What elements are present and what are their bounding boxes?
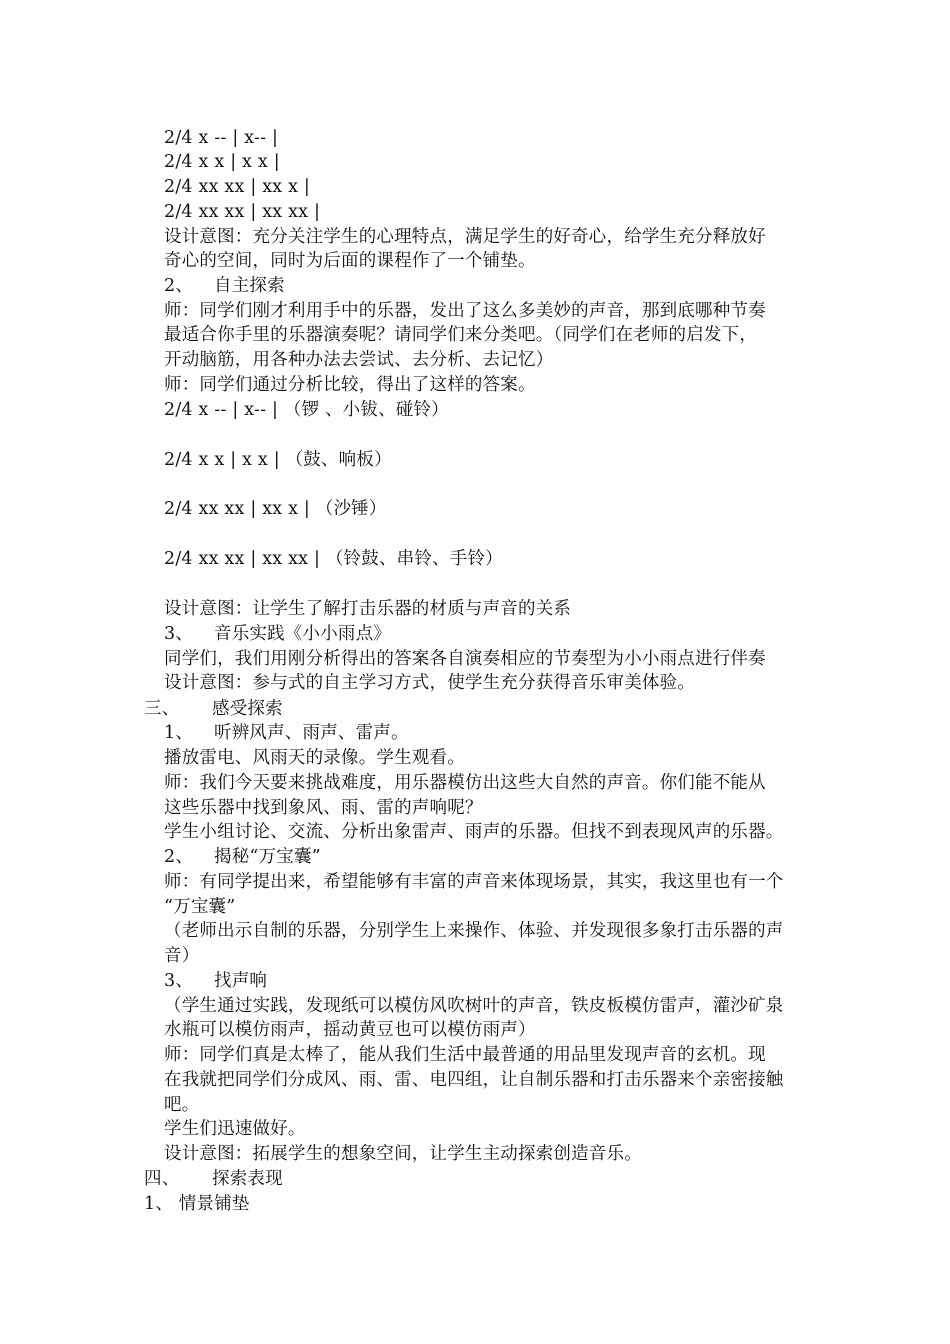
text-line: 同学们，我们用刚分析得出的答案各自演奏相应的节奏型为小小雨点进行伴奏 (164, 649, 766, 669)
text-line: 设计意图：让学生了解打击乐器的材质与声音的关系 (164, 599, 572, 619)
section-number: 2、 (164, 276, 194, 296)
text-line: 师：同学们刚才利用手中的乐器，发出了这么多美妙的声音，那到底哪种节奏 (164, 301, 766, 321)
section-heading (164, 622, 391, 646)
section-heading (164, 845, 321, 869)
text-line: （老师出示自制的乐器，分别学生上来操作、体验、并发现很多象打击乐器的声 (164, 921, 784, 941)
chapter-title: 感受探索 (212, 699, 283, 719)
text-line: 播放雷电、风雨天的录像。学生观看。 (164, 748, 465, 768)
section-number: 2、 (164, 847, 194, 867)
rhythm-line-2: 2/4 x x | x x | (164, 152, 280, 172)
text-line: 开动脑筋，用各种办法去尝试、去分析、去记忆） (164, 350, 554, 370)
section-number: 3、 (164, 971, 194, 991)
text-line: 设计意图：参与式的自主学习方式，使学生充分获得音乐审美体验。 (164, 673, 695, 693)
text-line: （学生通过实践，发现纸可以模仿风吹树叶的声音，铁皮板模仿雷声，灌沙矿泉 (164, 996, 784, 1016)
section-title: 找声响 (214, 971, 268, 991)
rhythm-answer-3: 2/4 xx xx | xx x | （沙锤） (164, 499, 387, 519)
text-line: 奇心的空间，同时为后面的课程作了一个铺垫。 (164, 251, 536, 271)
chapter-number: 三、 (144, 699, 180, 719)
text-line: 音） (164, 946, 200, 966)
section-number: 3、 (164, 624, 194, 644)
chapter-heading (144, 697, 283, 721)
subsection-heading: 1、 情景铺垫 (144, 1194, 250, 1214)
chapter-number: 四、 (144, 1169, 180, 1189)
text-line: 师：我们今天要来挑战难度，用乐器模仿出这些大自然的声音。你们能不能从 (164, 773, 766, 793)
section-heading (164, 274, 285, 298)
text-line: 设计意图：充分关注学生的心理特点，满足学生的好奇心，给学生充分释放好 (164, 227, 766, 247)
section-number: 1、 (164, 723, 194, 743)
section-title: 揭秘“万宝囊” (214, 847, 321, 867)
rhythm-answer-2: 2/4 x x | x x | （鼓、响板） (164, 450, 392, 470)
section-title: 听辨风声、雨声、雷声。 (214, 723, 409, 743)
text-line: 师：同学们通过分析比较，得出了这样的答案。 (164, 375, 536, 395)
text-line: 这些乐器中找到象风、雨、雷的声响呢？ (164, 798, 483, 818)
rhythm-line-3: 2/4 xx xx | xx x | (164, 177, 311, 197)
text-line: 吧。 (164, 1095, 200, 1115)
section-title: 音乐实践《小小雨点》 (214, 624, 391, 644)
rhythm-answer-1: 2/4 x -- | x-- | （锣 、小钹、碰铃） (164, 400, 449, 420)
rhythm-line-1: 2/4 x -- | x-- | (164, 128, 279, 148)
text-line: 师：有同学提出来，希望能够有丰富的声音来体现场景，其实，我这里也有一个 (164, 872, 784, 892)
text-line: 设计意图：拓展学生的想象空间，让学生主动探索创造音乐。 (164, 1144, 642, 1164)
text-line: 学生小组讨论、交流、分析出象雷声、雨声的乐器。但找不到表现风声的乐器。 (164, 822, 784, 842)
chapter-title: 探索表现 (212, 1169, 283, 1189)
text-line: 在我就把同学们分成风、雨、雷、电四组，让自制乐器和打击乐器来个亲密接触 (164, 1070, 784, 1090)
text-line: “万宝囊” (164, 897, 236, 917)
rhythm-line-4: 2/4 xx xx | xx xx | (164, 202, 321, 222)
chapter-heading (144, 1167, 283, 1191)
text-line: 水瓶可以模仿雨声，摇动黄豆也可以模仿雨声） (164, 1020, 536, 1040)
section-title: 自主探索 (214, 276, 285, 296)
text-line: 学生们迅速做好。 (164, 1119, 306, 1139)
text-line: 最适合你手里的乐器演奏呢？请同学们来分类吧。（同学们在老师的启发下， (164, 325, 758, 345)
section-heading (164, 969, 267, 993)
section-heading (164, 721, 409, 745)
text-line: 师：同学们真是太棒了，能从我们生活中最普通的用品里发现声音的玄机。现 (164, 1045, 766, 1065)
rhythm-answer-4: 2/4 xx xx | xx xx | （铃鼓、串铃、手铃） (164, 549, 503, 569)
